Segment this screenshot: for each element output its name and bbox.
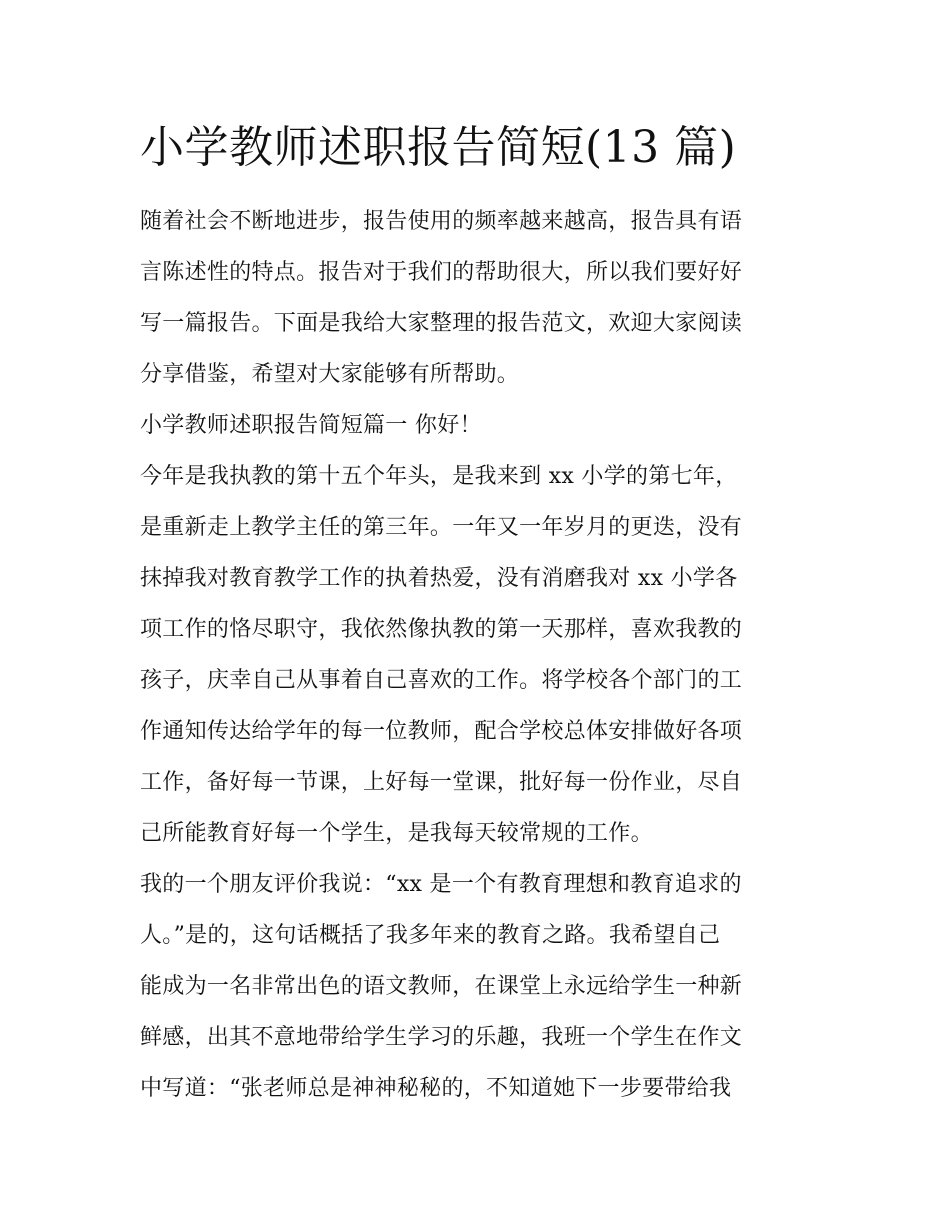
text-line: 孩子，庆幸自己从事着自己喜欢的工作。将学校各个部门的工 bbox=[140, 668, 743, 693]
document-body bbox=[140, 196, 816, 1114]
text-line: 随着社会不断地进步，报告使用的频率越来越高，报告具有语 bbox=[140, 209, 743, 234]
text-line: 工作，备好每一节课，上好每一堂课，批好每一份作业，尽自 bbox=[140, 770, 743, 795]
body-paragraph bbox=[140, 859, 816, 1114]
text-line: 写一篇报告。下面是我给大家整理的报告范文，欢迎大家阅读 bbox=[140, 311, 743, 336]
text-line: 中写道：“张老师总是神神秘秘的，不知道她下一步要带给我 bbox=[140, 1076, 732, 1101]
text-line: 言陈述性的特点。报告对于我们的帮助很大，所以我们要好好 bbox=[140, 260, 743, 285]
text-line: 今年是我执教的第十五个年头，是我来到 xx 小学的第七年， bbox=[140, 464, 738, 489]
text-line: 作通知传达给学年的每一位教师，配合学校总体安排做好各项 bbox=[140, 719, 743, 744]
text-line: 小学教师述职报告简短篇一 你好！ bbox=[140, 413, 482, 438]
text-line: 人。”是的，这句话概括了我多年来的教育之路。我希望自己 bbox=[140, 923, 721, 948]
text-line: 我的一个朋友评价我说：“xx 是一个有教育理想和教育追求的 bbox=[140, 872, 742, 897]
text-line: 分享借鉴，希望对大家能够有所帮助。 bbox=[140, 362, 520, 387]
intro-paragraph bbox=[140, 196, 816, 400]
text-line: 抹掉我对教育教学工作的执着热爱，没有消磨我对 xx 小学各 bbox=[140, 566, 738, 591]
text-line: 鲜感，出其不意地带给学生学习的乐趣，我班一个学生在作文 bbox=[140, 1025, 743, 1050]
section-heading bbox=[140, 400, 816, 451]
text-line: 己所能教育好每一个学生，是我每天较常规的工作。 bbox=[140, 821, 653, 846]
body-paragraph bbox=[140, 451, 816, 859]
text-line: 项工作的恪尽职守，我依然像执教的第一天那样，喜欢我教的 bbox=[140, 617, 743, 642]
text-line: 是重新走上教学主任的第三年。一年又一年岁月的更迭，没有 bbox=[140, 515, 743, 540]
text-line: 能成为一名非常出色的语文教师，在课堂上永远给学生一种新 bbox=[140, 974, 743, 999]
document-title: 小学教师述职报告简短(13 篇) bbox=[140, 122, 737, 173]
